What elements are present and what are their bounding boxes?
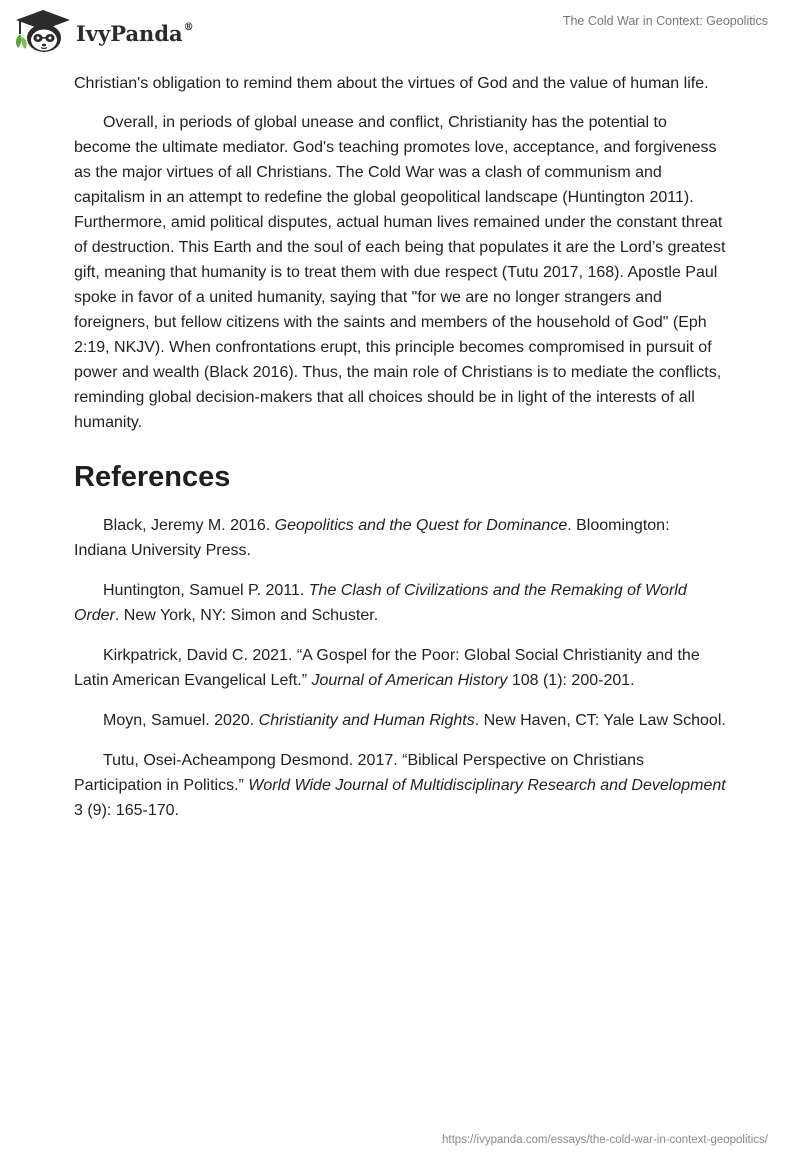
essay-content (74, 71, 726, 838)
reference-item: Black, Jeremy M. 2016. Geopolitics and the Quest for Dominance. Bloomington: Indiana University Press. (74, 517, 670, 559)
paragraph-conclusion: Overall, in periods of global unease and conflict, Christianity has the potential to become the ultimate mediator. God's teaching promotes love, acceptance, and forgiveness as the major virtues of all Christians. The Cold War was a clash of communism and capitalism in an attempt to redefine the global geopolitical landscape (Huntington 2011). Furthermore, amid political disputes, actual human lives remained under the constant threat of destruction. This Earth and the soul of each being that populates it are the Lord’s greatest gift, meaning that humanity is to treat them with due respect (Tutu 2017, 168). Apostle Paul spoke in favor of a united humanity, saying that "for we are no longer strangers and foreigners, but fellow citizens with the saints and members of the household of God" (Eph 2:19, NKJV). When confrontations erupt, this principle becomes compromised in pursuit of power and wealth (Black 2016). Thus, the main role of Christians is to mediate the conflicts, reminding global decision-makers that all choices should be in light of the interests of all humanity. (74, 114, 726, 431)
reference-item: Tutu, Osei-Acheampong Desmond. 2017. “Biblical Perspective on Christians Participation in Politics.” World Wide Journal of Multidisciplinary Research and Development 3 (9): 165-170. (74, 752, 726, 819)
references-list (74, 513, 726, 823)
paragraph-continuation: Christian's obligation to remind them about the virtues of God and the value of human life. (74, 75, 709, 92)
page-header (0, 0, 800, 70)
brand-logo[interactable] (14, 8, 194, 54)
document-title: The Cold War in Context: Geopolitics (562, 14, 768, 28)
panda-logo-icon (14, 8, 72, 54)
reference-item: Huntington, Samuel P. 2011. The Clash of Civilizations and the Remaking of World Order. New York, NY: Simon and Schuster. (74, 582, 687, 624)
reference-item: Kirkpatrick, David C. 2021. “A Gospel for the Poor: Global Social Christianity and the Latin American Evangelical Left.” Journal of American History 108 (1): 200-201. (74, 647, 700, 689)
references-heading: References (74, 461, 231, 493)
reference-item: Moyn, Samuel. 2020. Christianity and Human Rights. New Haven, CT: Yale Law School. (103, 712, 726, 729)
brand-name: IvyPanda® (76, 20, 194, 46)
source-url-link[interactable]: https://ivypanda.com/essays/the-cold-war-in-context-geopolitics/ (442, 1134, 768, 1146)
